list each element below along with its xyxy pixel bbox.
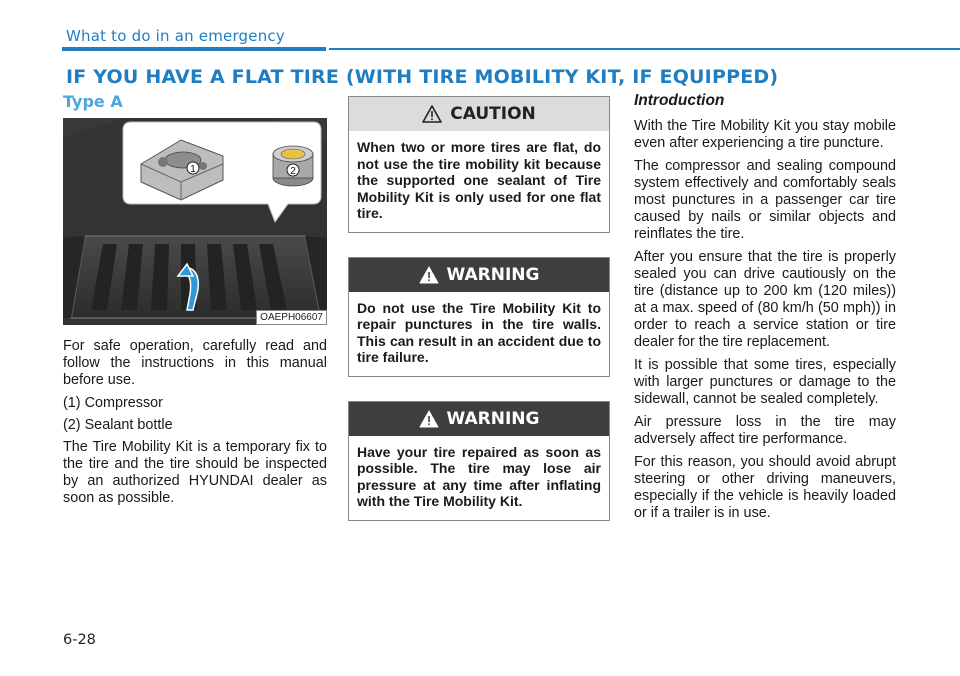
intro-paragraph: For safe operation, carefully read and follow the instructions in this manual before use. — [63, 338, 327, 388]
intro-paragraph-1: With the Tire Mobility Kit you stay mobile even after experiencing a tire puncture. — [634, 118, 896, 151]
warning-text-2: Have your tire repaired as soon as possible. The tire may lose air pressure at any time after inflating with the Tire Mobility Kit. — [357, 443, 601, 509]
intro-paragraph-6: For this reason, you should avoid abrupt steering or other driving maneuvers, especially if the vehicle is heavily loaded or if a trailer is in use. — [634, 454, 896, 521]
note-paragraph: The Tire Mobility Kit is a temporary fix to the tire and the tire should be inspected by an authorized HYUNDAI dealer as soon as possible. — [63, 439, 327, 506]
caution-label: CAUTION — [450, 104, 536, 124]
list-item-sealant: (2) Sealant bottle — [63, 417, 173, 433]
list-item-compressor: (1) Compressor — [63, 395, 163, 411]
image-code: OAEPH06607 — [256, 310, 327, 325]
right-column — [634, 92, 896, 528]
callout-number-2: 2 — [290, 166, 296, 177]
type-heading: Type A — [63, 92, 123, 111]
warning-triangle-outline-icon — [422, 105, 442, 123]
section-header: What to do in an emergency — [66, 27, 285, 45]
trunk-photo — [63, 118, 327, 325]
intro-paragraph-5: Air pressure loss in the tire may adversely affect tire performance. — [634, 414, 896, 447]
trunk-illustration — [63, 118, 327, 325]
warning-header-2 — [349, 402, 609, 436]
warning-box-2 — [348, 401, 610, 521]
warning-header-1 — [349, 258, 609, 292]
caution-header — [349, 97, 609, 131]
warning-triangle-filled-icon — [419, 266, 439, 284]
callout-number-1: 1 — [190, 164, 196, 175]
left-column — [63, 92, 327, 513]
middle-column — [348, 96, 610, 545]
warning-label-2: WARNING — [446, 408, 540, 429]
intro-paragraph-2: The compressor and sealing compound system effectively and comfortably seals most punctures in a passenger car tire caused by nails or similar objects and reinflates the tire. — [634, 158, 896, 242]
warning-triangle-filled-icon — [419, 410, 439, 428]
intro-paragraph-4: It is possible that some tires, especially with larger punctures or damage to the sidewall, cannot be sealed completely. — [634, 357, 896, 407]
introduction-heading: Introduction — [634, 92, 725, 109]
warning-label-1: WARNING — [446, 264, 540, 285]
caution-box — [348, 96, 610, 233]
warning-text-1: Do not use the Tire Mobility Kit to repair punctures in the tire walls. This can result in an accident due to tire failure. — [357, 299, 601, 365]
page-title: IF YOU HAVE A FLAT TIRE (WITH TIRE MOBILITY KIT, IF EQUIPPED) — [66, 66, 779, 88]
header-rule-thin — [329, 48, 960, 50]
intro-paragraph-3: After you ensure that the tire is properly sealed you can drive cautiously on the tire (distance up to 200 km (120 miles)) at a max. speed of (80 km/h (50 mph)) in order to reach a service station or tire dealer for the tire replacement. — [634, 249, 896, 350]
caution-text: When two or more tires are flat, do not use the tire mobility kit because the supported one sealant of Tire Mobility Kit is only used for one flat tire. — [357, 139, 601, 221]
header-rule-thick — [62, 47, 326, 51]
warning-box-1 — [348, 257, 610, 377]
page-number: 6-28 — [63, 632, 96, 648]
